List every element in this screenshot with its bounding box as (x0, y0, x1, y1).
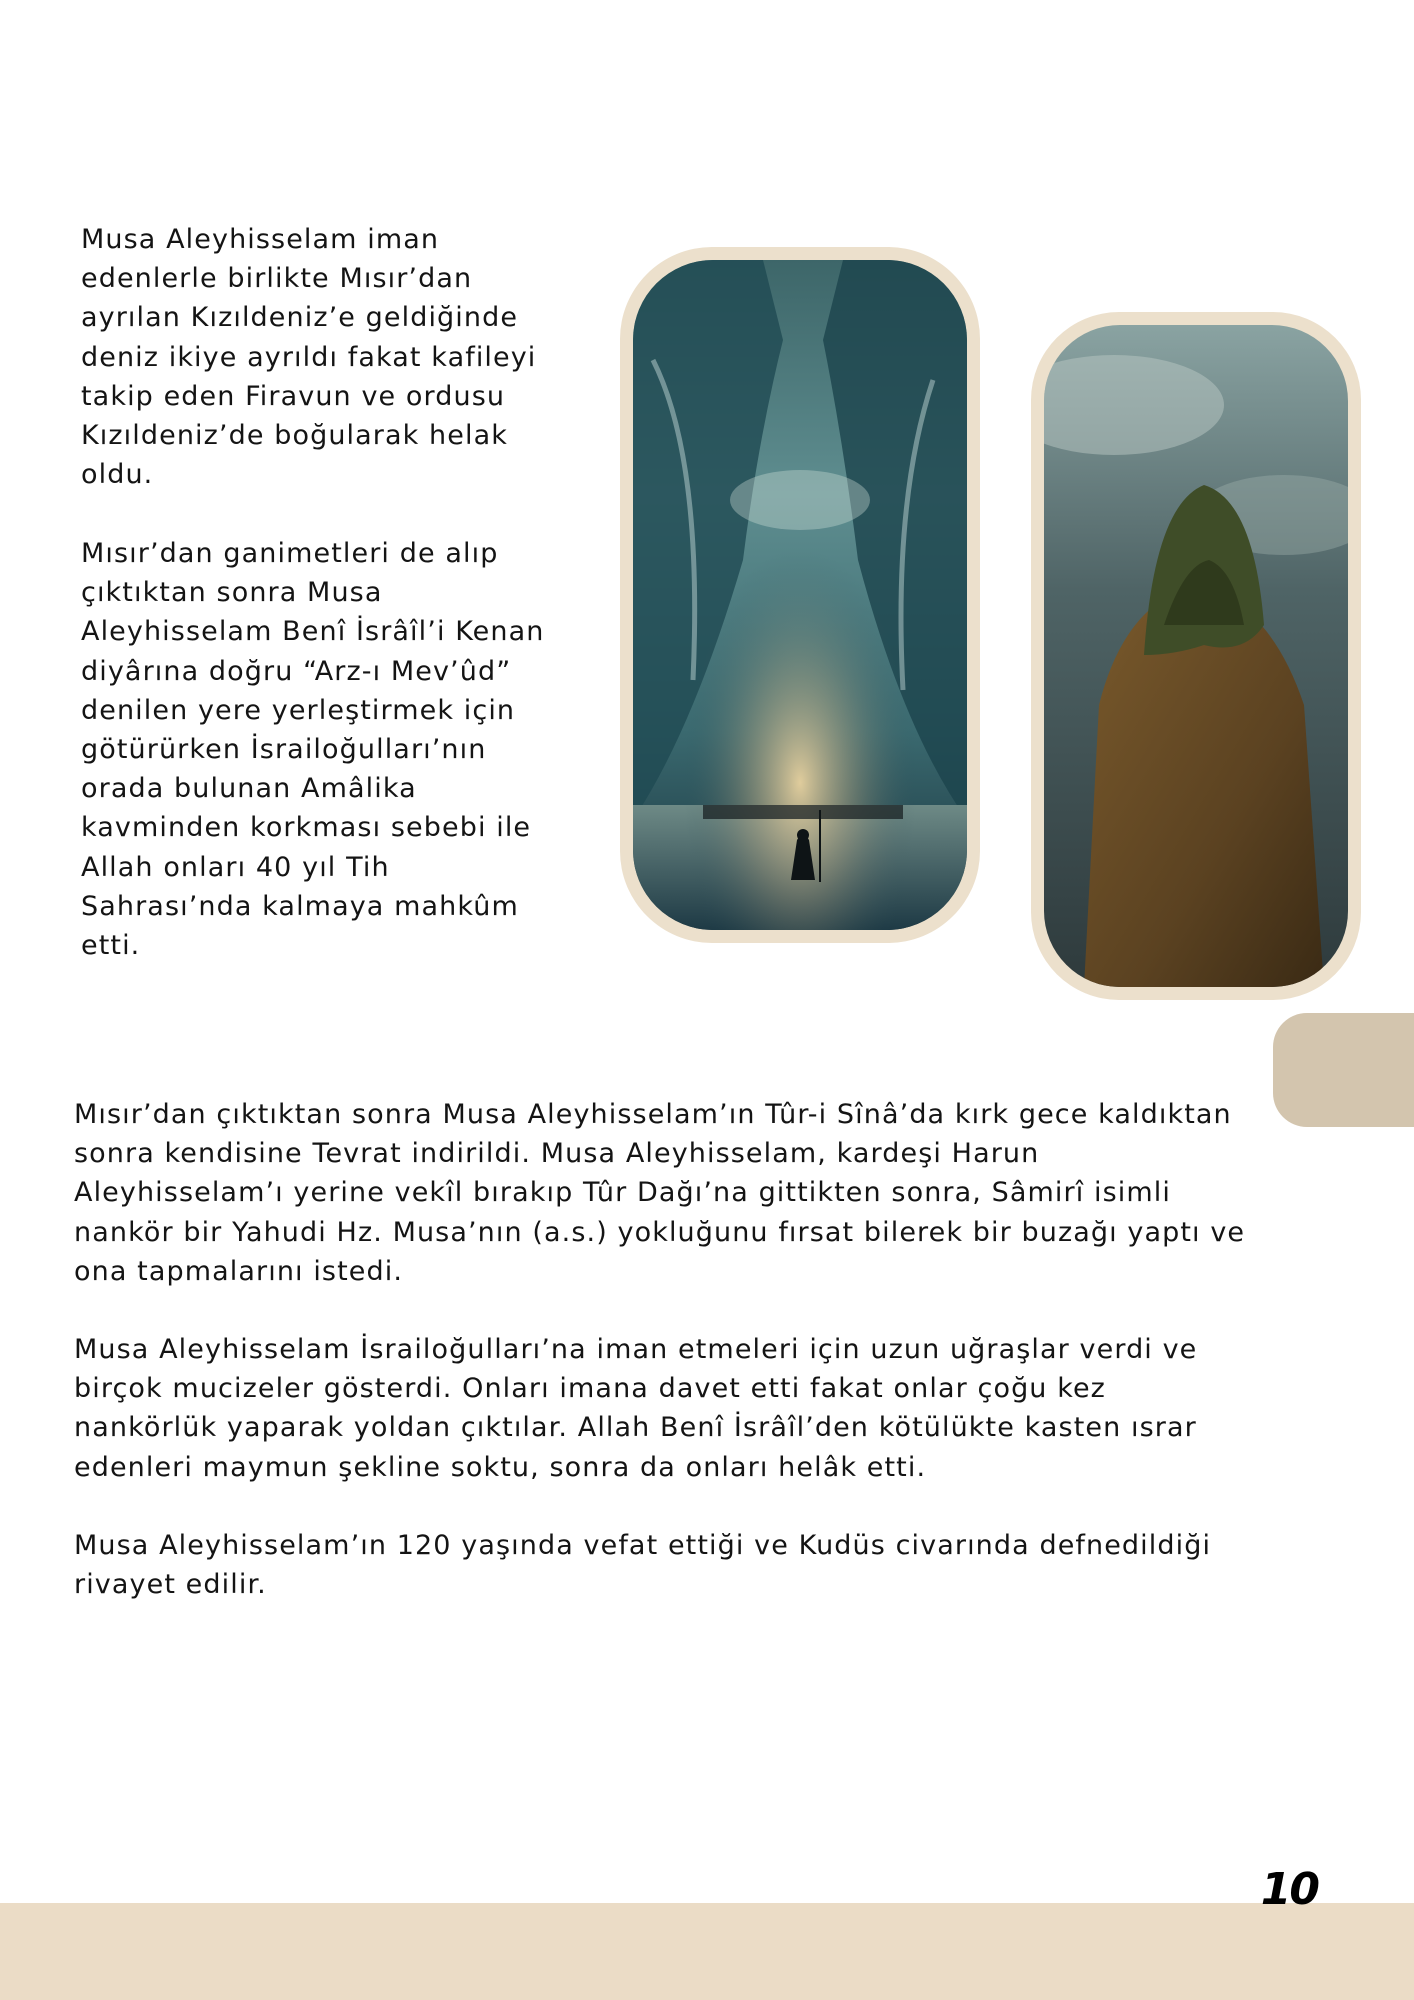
footer-band (0, 1903, 1414, 2000)
image-frame-sea-parting (620, 247, 980, 943)
paragraph-miracles: Musa Aleyhisselam İsrailoğulları’na iman etmeleri için uzun uğraşlar verdi ve birçok mucizeler gösterdi. Onları imana davet etti fakat onlar çoğu kez nankörlük yaparak yoldan çıktılar. Allah Benî İsrâîl’den kötülükte kasten ısrar edenleri maymun şekline soktu, sonra da onları helâk etti. (74, 1334, 1198, 1483)
hooded-figure-image (1044, 325, 1348, 987)
sea-parting-image (633, 260, 967, 930)
page-number: 10 (1260, 1864, 1318, 1915)
paragraph-red-sea: Musa Aleyhisselam iman edenlerle birlikte Mısır’dan ayrılan Kızıldeniz’e geldiğinde deniz ikiye ayrıldı fakat kafileyi takip eden Firavun ve ordusu Kızıldeniz’de boğularak helak oldu. (81, 224, 537, 491)
image-frame-hooded-figure (1031, 312, 1361, 1000)
paragraph-tih-desert: Mısır’dan ganimetleri de alıp çıktıktan sonra Musa Aleyhisselam Benî İsrâîl’i Kenan diyârına doğru “Arz-ı Mev’ûd” denilen yere yerleştirmek için götürürken İsrailoğulları’nın orada bulunan Amâlika kavminden korkması sebebi ile Allah onları 40 yıl Tih Sahrası’nda kalmaya mahkûm etti. (81, 538, 545, 962)
paragraph-death: Musa Aleyhisselam’ın 120 yaşında vefat ettiği ve Kudüs civarında defnedildiği rivayet edilir. (74, 1530, 1212, 1601)
paragraph-tevrat: Mısır’dan çıktıktan sonra Musa Aleyhisselam’ın Tûr-i Sînâ’da kırk gece kaldıktan sonra kendisine Tevrat indirildi. Musa Aleyhisselam, kardeşi Harun Aleyhisselam’ı yerine vekîl bırakıp Tûr Dağı’na gittikten sonra, Sâmirî isimli nankör bir Yahudi Hz. Musa’nın (a.s.) yokluğunu fırsat bilerek bir buzağı yaptı ve ona tapmalarını istedi. (74, 1099, 1246, 1287)
